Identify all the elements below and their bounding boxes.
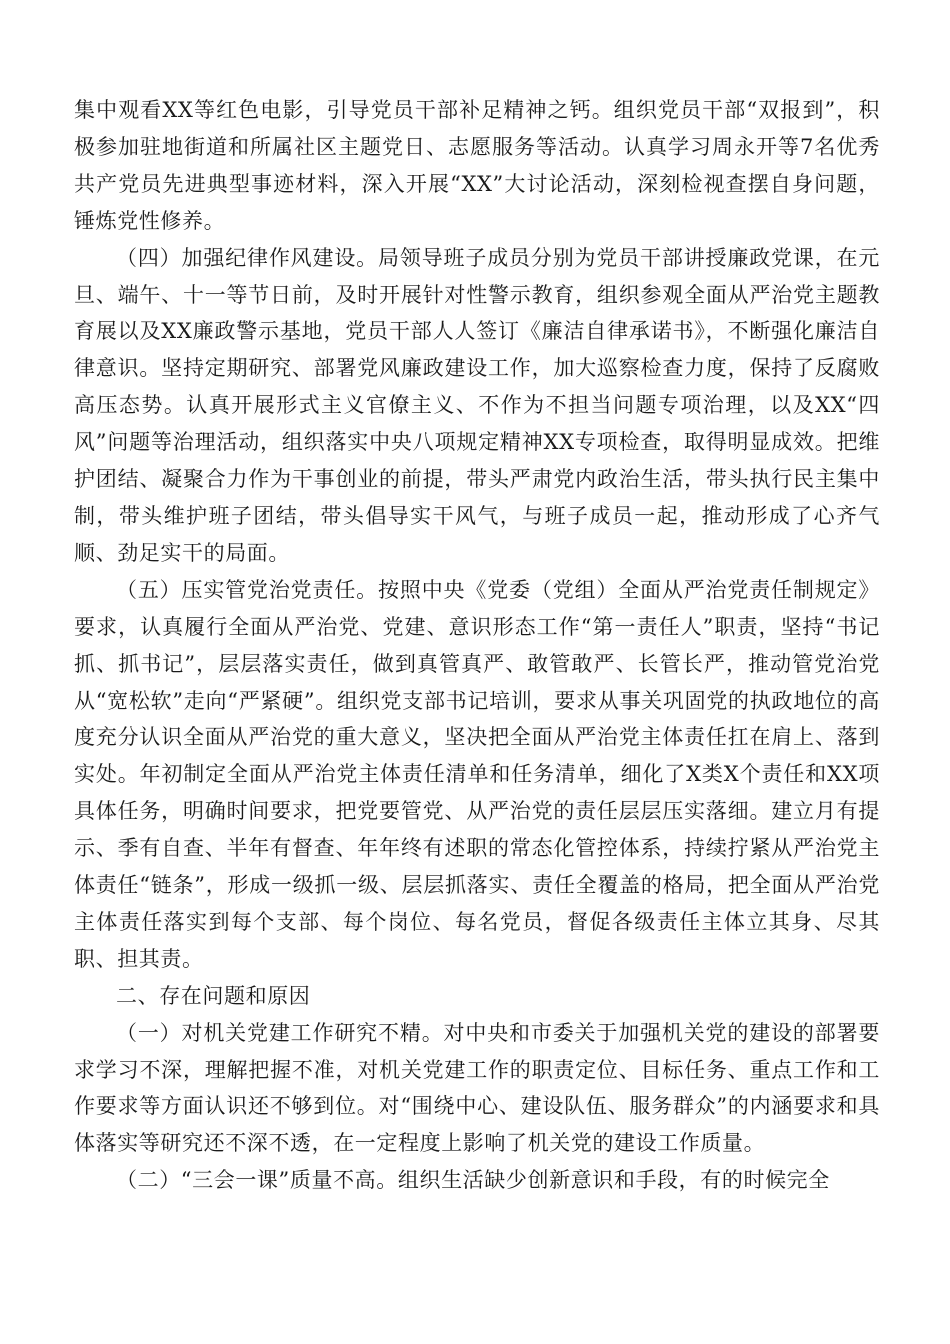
paragraph-discipline-style: （四）加强纪律作风建设。局领导班子成员分别为党员干部讲授廉政党课，在元旦、端午、十一等节日前，及时开展针对性警示教育，组织参观全面从严治党主题教育展以及XX廉政警示基地，党员干部人人签订《廉洁自律承诺书》，不断强化廉洁自律意识。坚持定期研究、部署党风廉政建设工作，加大巡察检查力度，保持了反腐败高压态势。认真开展形式主义官僚主义、不作为不担当问题专项治理，以及XX“四风”问题等治理活动，组织落实中央八项规定精神XX专项检查，取得明显成效。把维护团结、凝聚合力作为干事创业的前提，带头严肃党内政治生活，带头执行民主集中制，带头维护班子团结，带头倡导实干风气，与班子成员一起，推动形成了心齐气顺、劲足实干的局面。 [74, 245, 880, 565]
paragraph-red-film-activities: 集中观看XX等红色电影，引导党员干部补足精神之钙。组织党员干部“双报到”，积极参加驻地街道和所属社区主题党日、志愿服务等活动。认真学习周永开等7名优秀共产党员先进典型事迹材料，深入开展“XX”大讨论活动，深刻检视查摆自身问题，锤炼党性修养。 [74, 98, 880, 233]
paragraph-party-responsibility: （五）压实管党治党责任。按照中央《党委（党组）全面从严治党责任制规定》要求，认真履行全面从严治党、党建、意识形态工作“第一责任人”职责，坚持“书记抓、抓书记”，层层落实责任，做到真管真严、敢管敢严、长管长严，推动管党治党从“宽松软”走向“严紧硬”。组织党支部书记培训，要求从事关巩固党的执政地位的高度充分认识全面从严治党的重大意义，坚决把全面从严治党主体责任扛在肩上、落到实处。年初制定全面从严治党主体责任清单和任务清单，细化了X类X个责任和XX项具体任务，明确时间要求，把党要管党、从严治党的责任层层压实落细。建立月有提示、季有自查、半年有督查、年年终有述职的常态化管控体系，持续拧紧从严治党主体责任“链条”，形成一级抓一级、层层抓落实、责任全覆盖的格局，把全面从严治党主体责任落实到每个支部、每个岗位、每名党员，督促各级责任主体立其身、尽其职、担其责。 [74, 577, 880, 971]
section-heading-problems: 二、存在问题和原因 [116, 983, 311, 1008]
paragraph-problem-one: （一）对机关党建工作研究不精。对中央和市委关于加强机关党的建设的部署要求学习不深，理解把握不准，对机关党建工作的职责定位、目标任务、重点工作和工作要求等方面认识还不够到位。对“围绕中心、建设队伍、服务群众”的内涵要求和具体落实等研究还不深不透，在一定程度上影响了机关党的建设工作质量。 [74, 1020, 880, 1156]
document-page [74, 92, 880, 1199]
paragraph-problem-two: （二）“三会一课”质量不高。组织生活缺少创新意识和手段，有的时候完全 [116, 1168, 830, 1193]
